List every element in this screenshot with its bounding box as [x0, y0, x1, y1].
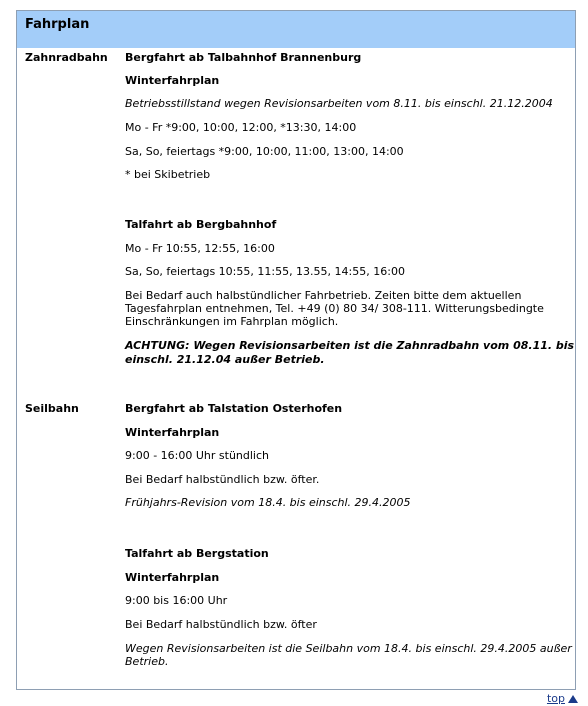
- seilbahn-bergfahrt-title: Bergfahrt ab Talstation Osterhofen: [125, 402, 343, 415]
- seilbahn-hours-2: 9:00 bis 16:00 Uhr: [125, 594, 228, 607]
- category-label-seilbahn: Seilbahn: [25, 402, 79, 415]
- talfahrt-title: Talfahrt ab Bergbahnhof: [125, 218, 277, 231]
- box-header: [17, 11, 575, 48]
- tal-schedule-mo-fr: Mo - Fr 10:55, 12:55, 16:00: [125, 242, 275, 255]
- fahrplan-box: [16, 10, 576, 690]
- seilbahn-winterfahrplan-title-2: Winterfahrplan: [125, 571, 220, 584]
- seilbahn-hours: 9:00 - 16:00 Uhr stündlich: [125, 449, 270, 462]
- stillstand-note: Betriebsstillstand wegen Revisionsarbeiten vom 8.11. bis einschl. 21.12.2004: [125, 97, 553, 110]
- seilbahn-revision-line-1: Wegen Revisionsarbeiten ist die Seilbahn vom 18.4. bis einschl. 29.4.2005 außer: [125, 642, 572, 655]
- winterfahrplan-title: Winterfahrplan: [125, 74, 220, 87]
- schedule-sa-so: Sa, So, feiertags *9:00, 10:00, 11:00, 13:00, 14:00: [125, 145, 404, 158]
- seilbahn-bedarf-2: Bei Bedarf halbstündlich bzw. öfter: [125, 618, 317, 631]
- seilbahn-bedarf: Bei Bedarf halbstündlich bzw. öfter.: [125, 473, 320, 486]
- tal-schedule-sa-so: Sa, So, feiertags 10:55, 11:55, 13.55, 14:55, 16:00: [125, 265, 405, 278]
- top-link[interactable]: [547, 692, 578, 705]
- schedule-mo-fr: Mo - Fr *9:00, 10:00, 12:00, *13:30, 14:00: [125, 121, 357, 134]
- top-link-label: top: [546, 692, 565, 705]
- seilbahn-revision-line-2: Betrieb.: [125, 655, 169, 668]
- bedarf-line-1: Bei Bedarf auch halbstündlicher Fahrbetrieb. Zeiten bitte dem aktuellen: [125, 289, 522, 302]
- seilbahn-revision: Frühjahrs-Revision vom 18.4. bis einschl. 29.4.2005: [125, 496, 411, 509]
- seilbahn-winterfahrplan-title: Winterfahrplan: [125, 426, 220, 439]
- ski-note: * bei Skibetrieb: [125, 168, 211, 181]
- bedarf-line-2: Tagesfahrplan entnehmen, Tel. +49 (0) 80 34/ 308-111. Witterungsbedingte: [125, 302, 544, 315]
- page-title: Fahrplan: [25, 17, 90, 32]
- bergfahrt-title: Bergfahrt ab Talbahnhof Brannenburg: [125, 51, 362, 64]
- triangle-up-icon: [568, 695, 578, 703]
- achtung-line-1: ACHTUNG: Wegen Revisionsarbeiten ist die Zahnradbahn vom 08.11. bis: [125, 339, 575, 352]
- achtung-line-2: einschl. 21.12.04 außer Betrieb.: [125, 353, 325, 366]
- category-label-zahnradbahn: Zahnradbahn: [25, 51, 108, 64]
- bedarf-line-3: Einschränkungen im Fahrplan möglich.: [125, 315, 339, 328]
- seilbahn-talfahrt-title: Talfahrt ab Bergstation: [125, 547, 269, 560]
